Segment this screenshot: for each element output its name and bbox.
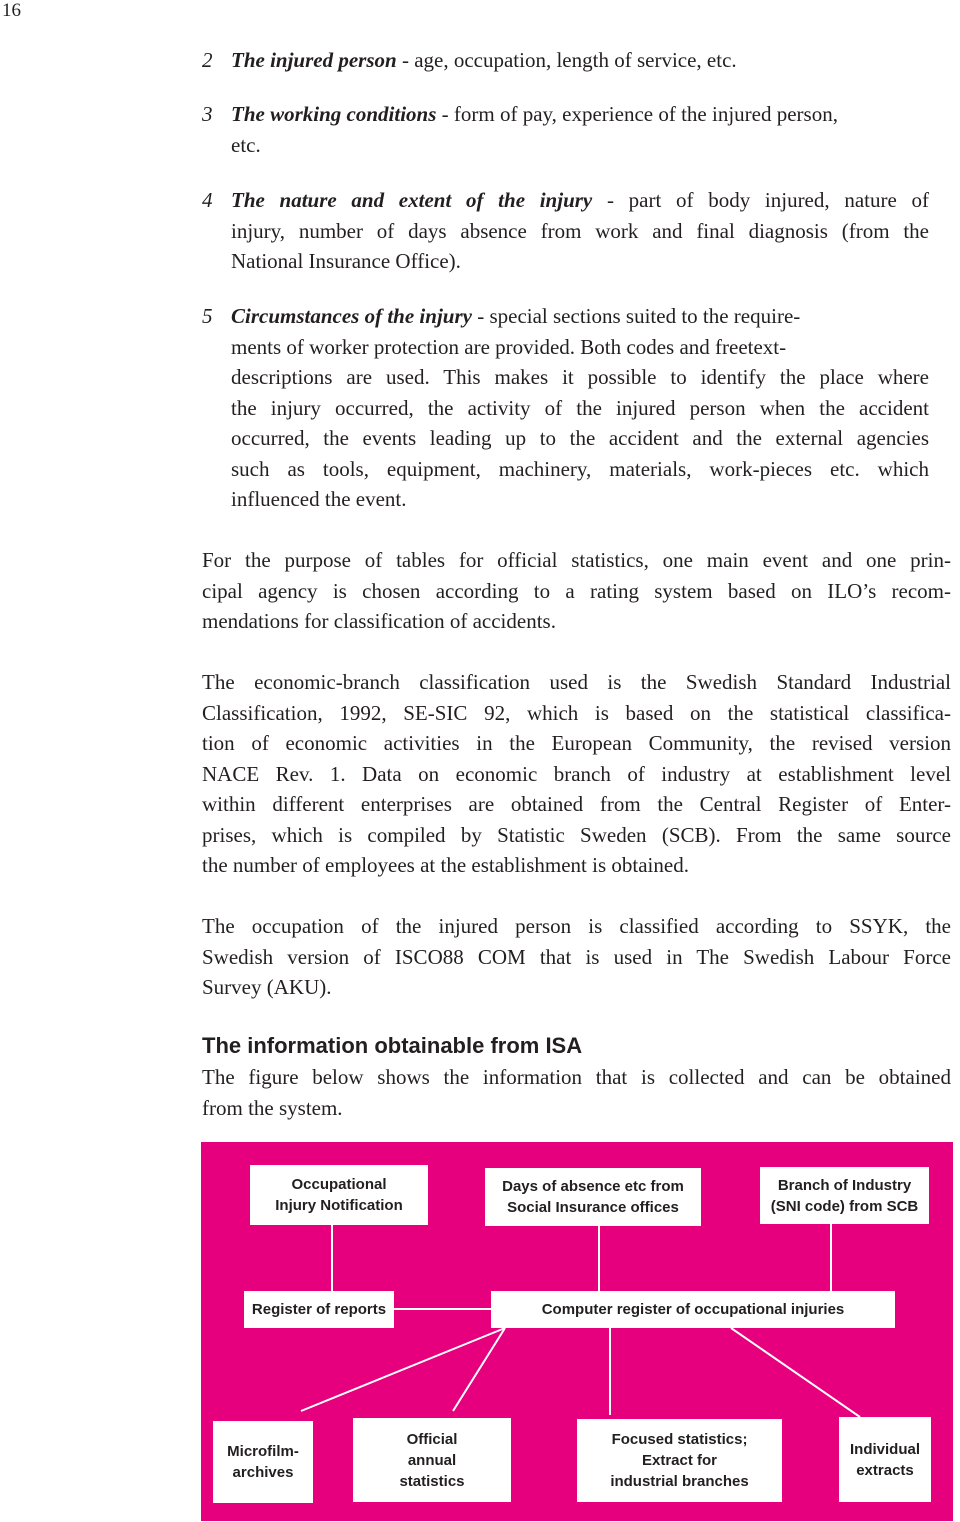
box-focused-statistics: Focused statistics; Extract for industrial branches <box>577 1419 782 1502</box>
paragraph-line: Swedish version of ISCO88 COM that is used in The Swedish Labour Force <box>202 944 951 969</box>
list-line: National Insurance Office). <box>231 249 461 273</box>
paragraph-line: The figure below shows the information that is collected and can be obtained <box>202 1065 951 1089</box>
list-line: descriptions are used. This makes it possible to identify the place where <box>231 365 929 389</box>
box-days-of-absence: Days of absence etc from Social Insurance offices <box>485 1168 701 1226</box>
list-line: etc. <box>231 132 261 157</box>
page-number: 16 <box>2 0 21 21</box>
list-number: 5 <box>202 304 213 328</box>
paragraph-economic-branch <box>202 667 951 881</box>
list-line <box>231 99 942 130</box>
paragraph-line: The occupation of the injured person is classified according to SSYK, the <box>202 914 951 938</box>
list-line <box>231 301 929 332</box>
list-line: the injury occurred, the activity of the injured person when the accident <box>231 395 929 420</box>
isa-information-flow-diagram <box>201 1142 953 1521</box>
list-line: such as tools, equipment, machinery, materials, work-pieces etc. which <box>231 456 929 481</box>
box-official-annual-statistics: Official annual statistics <box>353 1418 511 1502</box>
list-item-2 <box>202 45 942 76</box>
box-microfilm-archives: Microfilm- archives <box>213 1421 313 1503</box>
paragraph-line: prises, which is compiled by Statistic Sweden (SCB). From the same source <box>202 822 951 847</box>
box-computer-register: Computer register of occupational injuries <box>491 1291 895 1328</box>
list-heading: Circumstances of the injury <box>231 304 472 328</box>
list-number: 4 <box>202 188 213 212</box>
paragraph-line: the number of employees at the establishment is obtained. <box>202 853 689 877</box>
paragraph-line: from the system. <box>202 1095 343 1120</box>
list-number: 3 <box>202 102 213 126</box>
box-register-of-reports: Register of reports <box>244 1291 394 1328</box>
paragraph-line: Classification, 1992, SE-SIC 92, which is based on the statistical classifica- <box>202 700 951 725</box>
list-text: - age, occupation, length of service, etc. <box>396 48 737 72</box>
list-heading: The injured person <box>231 48 397 72</box>
list-line: occurred, the events leading up to the accident and the external agencies <box>231 426 929 450</box>
list-line: ments of worker protection are provided. Both codes and freetext- <box>231 334 787 359</box>
paragraph-line: Survey (AKU). <box>202 975 332 999</box>
list-heading: The nature and extent of the injury <box>231 188 593 212</box>
paragraph-line: within different enterprises are obtained from the Central Register of Enter- <box>202 792 951 816</box>
paragraph-official-statistics <box>202 545 951 637</box>
section-title: The information obtainable from ISA <box>202 1033 583 1058</box>
paragraph-line: tion of economic activities in the European Community, the revised version <box>202 731 951 755</box>
list-line: influenced the event. <box>231 487 407 511</box>
box-occupational-injury-notification: Occupational Injury Notification <box>250 1165 428 1225</box>
list-item-4 <box>202 185 942 277</box>
box-individual-extracts: Individual extracts <box>839 1417 931 1502</box>
list-text: - special sections suited to the require- <box>471 304 801 328</box>
paragraph-line: mendations for classification of accidents. <box>202 609 556 633</box>
list-item-5 <box>202 301 942 515</box>
box-branch-of-industry: Branch of Industry (SNI code) from SCB <box>760 1167 929 1224</box>
list-text: - form of pay, experience of the injured person, <box>436 102 838 126</box>
connector-to-microfilm <box>301 1328 505 1411</box>
paragraph-line: NACE Rev. 1. Data on economic branch of industry at establishment level <box>202 761 951 786</box>
list-number: 2 <box>202 48 213 72</box>
section-intro <box>202 1062 951 1123</box>
list-item-3 <box>202 99 942 160</box>
list-line <box>231 45 942 76</box>
paragraph-occupation <box>202 911 951 1003</box>
list-line: injury, number of days absence from work and final diagnosis (from the <box>231 218 929 243</box>
list-heading: The working conditions <box>231 102 437 126</box>
paragraph-line: cipal agency is chosen according to a rating system based on ILO’s recom- <box>202 578 951 603</box>
paragraph-line: For the purpose of tables for official statistics, one main event and one prin- <box>202 548 951 572</box>
list-text: - part of body injured, nature of <box>592 188 929 212</box>
connector-to-individual-extracts <box>731 1328 860 1417</box>
list-line <box>231 185 929 216</box>
connector-to-official-statistics <box>453 1328 505 1411</box>
paragraph-line: The economic-branch classification used is the Swedish Standard Industrial <box>202 670 951 694</box>
